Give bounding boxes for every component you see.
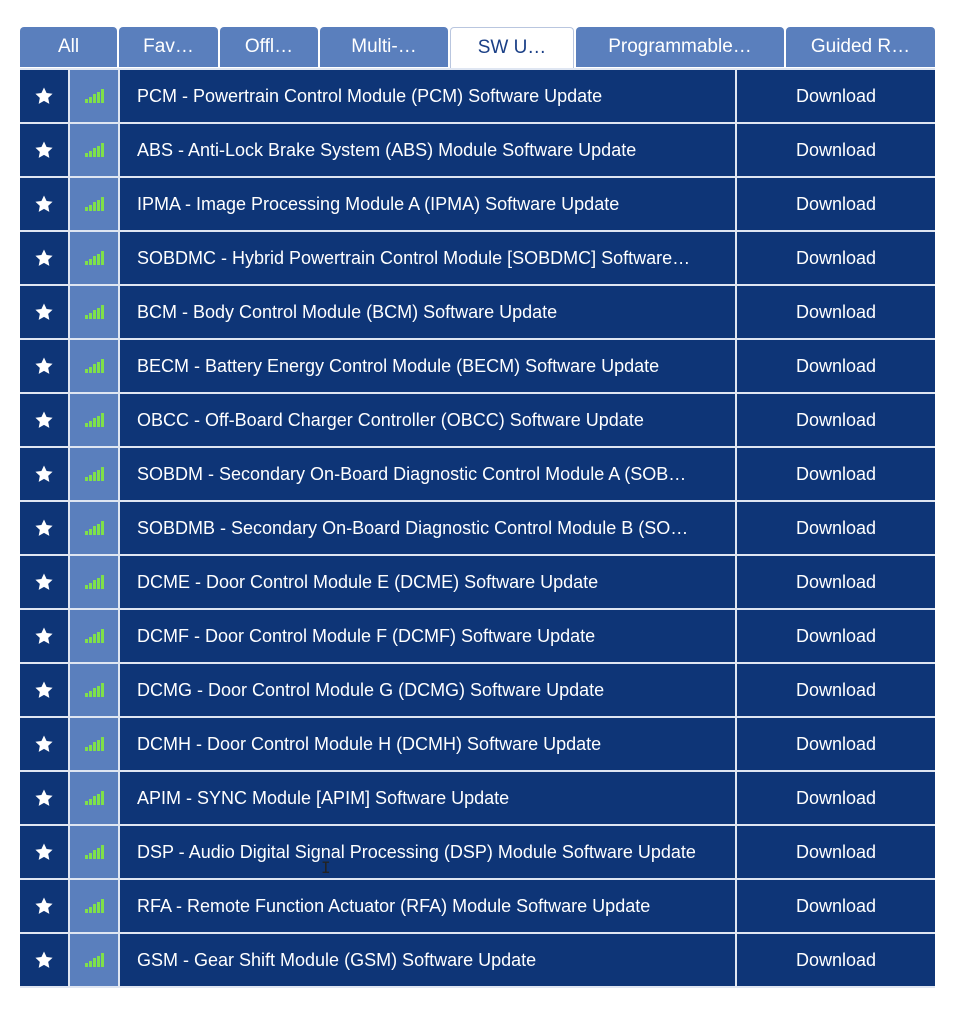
download-button[interactable]: Download xyxy=(795,571,877,592)
module-name[interactable] xyxy=(120,232,737,284)
module-name-label: OBCC - Off-Board Charger Controller (OBCC) Software Update xyxy=(137,409,644,430)
module-name-label: SOBDMC - Hybrid Powertrain Control Module [SOBDMC] Software… xyxy=(137,247,691,268)
signal-strength-icon xyxy=(85,521,104,535)
download-button[interactable]: Download xyxy=(795,409,877,430)
download-button[interactable]: Download xyxy=(795,517,877,538)
module-name[interactable] xyxy=(120,394,737,446)
module-name[interactable] xyxy=(120,934,737,986)
star-icon xyxy=(34,842,54,862)
module-name[interactable] xyxy=(120,610,737,662)
signal-strength-icon xyxy=(85,629,104,643)
favorite-toggle[interactable] xyxy=(20,70,70,122)
download-button[interactable]: Download xyxy=(795,679,877,700)
star-icon xyxy=(34,950,54,970)
download-button[interactable]: Download xyxy=(795,625,877,646)
favorite-toggle[interactable] xyxy=(20,502,70,554)
star-icon xyxy=(34,410,54,430)
table-row[interactable] xyxy=(20,340,935,394)
favorite-toggle[interactable] xyxy=(20,826,70,878)
signal-strength-icon xyxy=(85,359,104,373)
signal-strength-icon xyxy=(85,683,104,697)
signal-strength-icon xyxy=(85,251,104,265)
tab-offline[interactable]: Offl… xyxy=(220,27,318,67)
table-row[interactable] xyxy=(20,556,935,610)
table-row[interactable] xyxy=(20,232,935,286)
star-icon xyxy=(34,194,54,214)
table-row[interactable] xyxy=(20,772,935,826)
signal-cell xyxy=(70,610,120,662)
favorite-toggle[interactable] xyxy=(20,556,70,608)
download-button[interactable]: Download xyxy=(795,949,877,970)
download-button[interactable]: Download xyxy=(795,247,877,268)
module-name[interactable] xyxy=(120,772,737,824)
download-button[interactable]: Download xyxy=(795,193,877,214)
table-row[interactable] xyxy=(20,286,935,340)
module-name-label: DCMH - Door Control Module H (DCMH) Software Update xyxy=(137,733,602,754)
star-icon xyxy=(34,896,54,916)
tab-sw-updates[interactable]: SW U… xyxy=(450,27,574,68)
signal-strength-icon xyxy=(85,899,104,913)
table-row[interactable] xyxy=(20,826,935,880)
module-name[interactable] xyxy=(120,556,737,608)
favorite-toggle[interactable] xyxy=(20,124,70,176)
tab-guided-routines[interactable]: Guided R… xyxy=(786,27,935,67)
table-row[interactable] xyxy=(20,448,935,502)
download-button[interactable]: Download xyxy=(795,301,877,322)
module-name[interactable] xyxy=(120,502,737,554)
signal-cell xyxy=(70,394,120,446)
module-name-label: DCME - Door Control Module E (DCME) Software Update xyxy=(137,571,599,592)
module-name-label: ABS - Anti-Lock Brake System (ABS) Module Software Update xyxy=(137,139,637,160)
module-name-label: BECM - Battery Energy Control Module (BECM) Software Update xyxy=(137,355,660,376)
module-name-label: DCMG - Door Control Module G (DCMG) Software Update xyxy=(137,679,605,700)
star-icon xyxy=(34,86,54,106)
module-name-label: APIM - SYNC Module [APIM] Software Update xyxy=(137,787,510,808)
star-icon xyxy=(34,626,54,646)
signal-cell xyxy=(70,286,120,338)
table-row[interactable] xyxy=(20,178,935,232)
module-name[interactable] xyxy=(120,880,737,932)
download-button[interactable]: Download xyxy=(795,733,877,754)
signal-cell xyxy=(70,178,120,230)
signal-strength-icon xyxy=(85,575,104,589)
star-icon xyxy=(34,734,54,754)
module-name[interactable] xyxy=(120,286,737,338)
signal-cell xyxy=(70,340,120,392)
favorite-toggle[interactable] xyxy=(20,718,70,770)
star-icon xyxy=(34,140,54,160)
table-row[interactable] xyxy=(20,124,935,178)
download-button[interactable]: Download xyxy=(795,787,877,808)
module-name-label: PCM - Powertrain Control Module (PCM) Software Update xyxy=(137,85,603,106)
signal-cell xyxy=(70,718,120,770)
module-name[interactable] xyxy=(120,178,737,230)
software-update-list xyxy=(20,68,935,988)
module-name-label: GSM - Gear Shift Module (GSM) Software Update xyxy=(137,949,537,970)
star-icon xyxy=(34,788,54,808)
star-icon xyxy=(34,464,54,484)
signal-cell xyxy=(70,880,120,932)
star-icon xyxy=(34,248,54,268)
signal-strength-icon xyxy=(85,467,104,481)
module-name-label: SOBDMB - Secondary On-Board Diagnostic Control Module B (SO… xyxy=(137,517,689,538)
signal-strength-icon xyxy=(85,143,104,157)
favorite-toggle[interactable] xyxy=(20,772,70,824)
favorite-toggle[interactable] xyxy=(20,448,70,500)
module-name-label: DCMF - Door Control Module F (DCMF) Software Update xyxy=(137,625,596,646)
signal-cell xyxy=(70,826,120,878)
table-row[interactable] xyxy=(20,610,935,664)
module-name-label: DSP - Audio Digital Signal Processing (DSP) Module Software Update xyxy=(137,841,696,862)
module-name[interactable] xyxy=(120,448,737,500)
signal-strength-icon xyxy=(85,305,104,319)
star-icon xyxy=(34,302,54,322)
star-icon xyxy=(34,356,54,376)
download-button[interactable]: Download xyxy=(795,841,877,862)
favorite-toggle[interactable] xyxy=(20,934,70,986)
tab-all[interactable]: All xyxy=(20,27,117,67)
download-button[interactable]: Download xyxy=(795,895,877,916)
favorite-toggle[interactable] xyxy=(20,340,70,392)
module-name-label: IPMA - Image Processing Module A (IPMA) Software Update xyxy=(137,193,620,214)
download-button[interactable]: Download xyxy=(795,139,877,160)
text-cursor-icon: I xyxy=(321,858,331,877)
signal-strength-icon xyxy=(85,89,104,103)
favorite-toggle[interactable] xyxy=(20,232,70,284)
module-name[interactable] xyxy=(120,340,737,392)
signal-cell xyxy=(70,772,120,824)
tab-programmable[interactable]: Programmable… xyxy=(576,27,784,67)
module-name[interactable] xyxy=(120,664,737,716)
favorite-toggle[interactable] xyxy=(20,610,70,662)
download-button[interactable]: Download xyxy=(795,463,877,484)
signal-cell xyxy=(70,448,120,500)
signal-cell xyxy=(70,232,120,284)
signal-cell xyxy=(70,664,120,716)
favorite-toggle[interactable] xyxy=(20,394,70,446)
tab-favorites[interactable]: Fav… xyxy=(119,27,218,67)
signal-strength-icon xyxy=(85,845,104,859)
table-row[interactable] xyxy=(20,502,935,556)
table-row[interactable] xyxy=(20,664,935,718)
signal-strength-icon xyxy=(85,791,104,805)
signal-strength-icon xyxy=(85,737,104,751)
module-name[interactable] xyxy=(120,70,737,122)
star-icon xyxy=(34,572,54,592)
favorite-toggle[interactable] xyxy=(20,286,70,338)
module-name-label: RFA - Remote Function Actuator (RFA) Module Software Update xyxy=(137,895,651,916)
tab-bar xyxy=(20,27,935,67)
module-name-label: BCM - Body Control Module (BCM) Software Update xyxy=(137,301,558,322)
download-button[interactable]: Download xyxy=(795,355,877,376)
module-name[interactable] xyxy=(120,124,737,176)
table-row[interactable] xyxy=(20,394,935,448)
signal-strength-icon xyxy=(85,413,104,427)
module-name[interactable] xyxy=(120,718,737,770)
module-name-label: SOBDM - Secondary On-Board Diagnostic Control Module A (SOB… xyxy=(137,463,687,484)
module-name[interactable] xyxy=(120,826,737,878)
star-icon xyxy=(34,680,54,700)
download-button[interactable]: Download xyxy=(795,85,877,106)
tab-multi[interactable]: Multi-… xyxy=(320,27,448,67)
table-row[interactable] xyxy=(20,70,935,124)
signal-strength-icon xyxy=(85,197,104,211)
table-row[interactable] xyxy=(20,718,935,772)
signal-strength-icon xyxy=(85,953,104,967)
signal-cell xyxy=(70,556,120,608)
table-row[interactable] xyxy=(20,880,935,934)
signal-cell xyxy=(70,70,120,122)
star-icon xyxy=(34,518,54,538)
signal-cell xyxy=(70,124,120,176)
favorite-toggle[interactable] xyxy=(20,178,70,230)
favorite-toggle[interactable] xyxy=(20,664,70,716)
favorite-toggle[interactable] xyxy=(20,880,70,932)
table-row[interactable] xyxy=(20,934,935,988)
signal-cell xyxy=(70,934,120,986)
software-update-panel xyxy=(20,27,935,988)
signal-cell xyxy=(70,502,120,554)
